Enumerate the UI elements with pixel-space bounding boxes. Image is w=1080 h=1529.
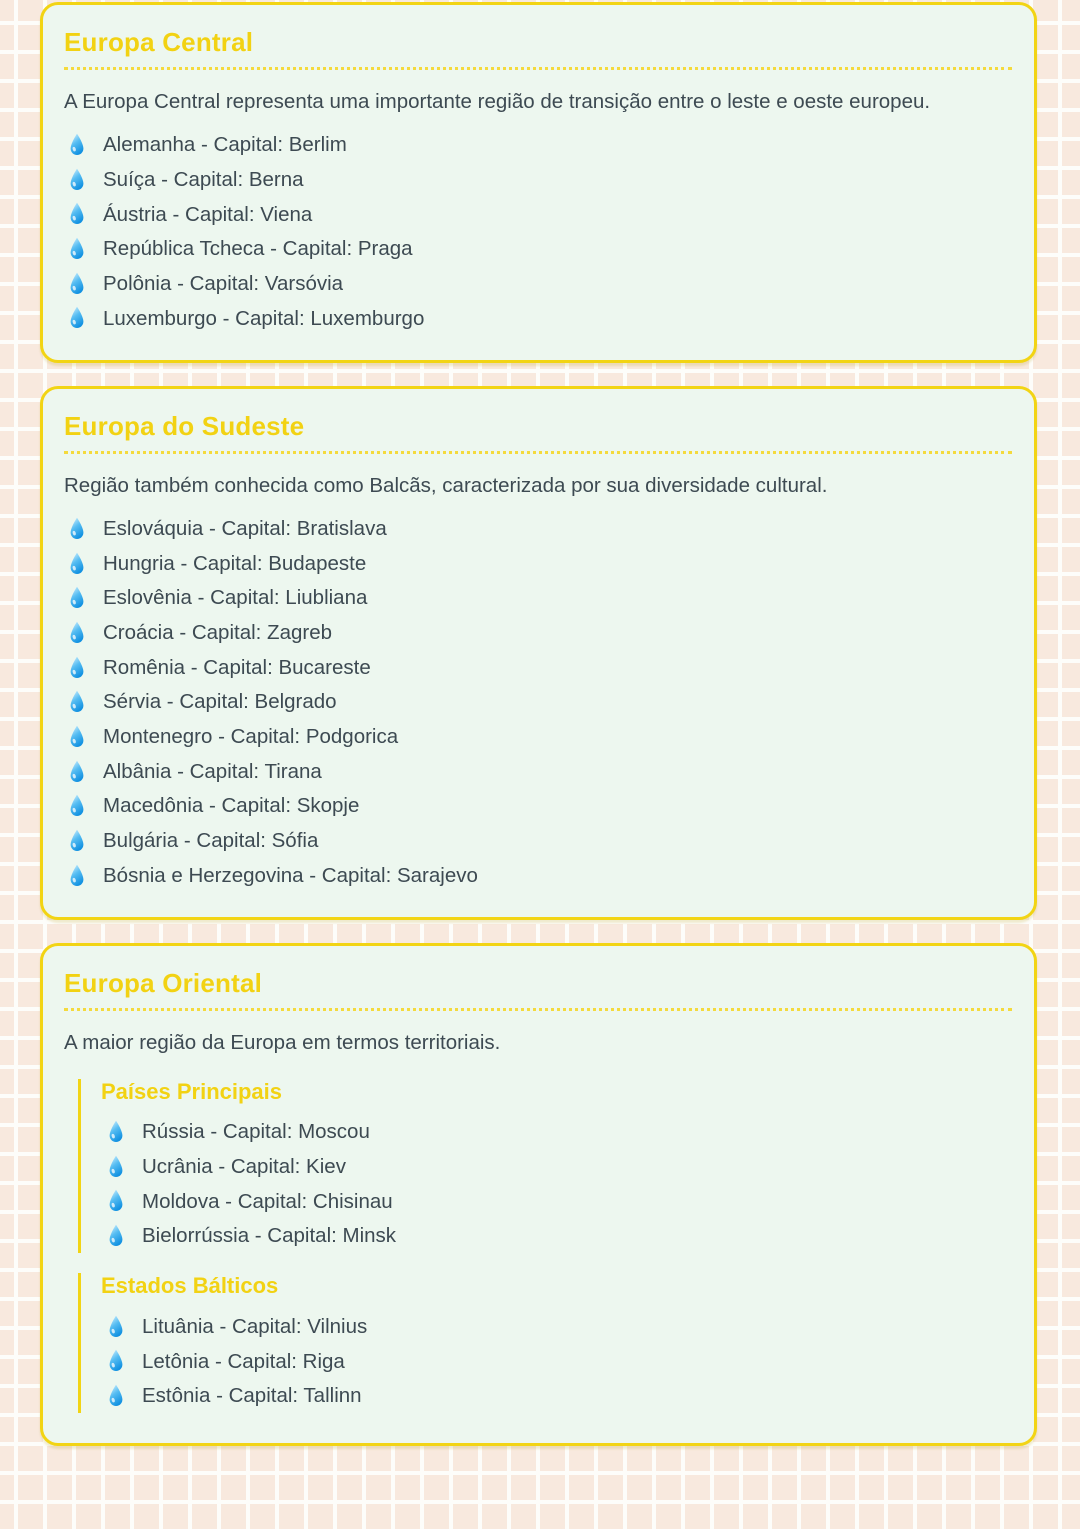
water-drop-icon [68,656,86,680]
card-title: Europa Central [64,27,1012,70]
list-item [68,616,1012,651]
list-item [107,1149,1012,1184]
country-capital-text: Alemanha - Capital: Berlim [103,133,347,157]
list-item [107,1115,1012,1150]
water-drop-icon [68,621,86,645]
water-drop-icon [107,1349,125,1373]
water-drop-icon [107,1384,125,1408]
list-item [68,685,1012,720]
country-capital-text: Bulgária - Capital: Sófia [103,829,319,853]
country-capital-text: Lituânia - Capital: Vilnius [142,1314,368,1338]
water-drop-icon [68,725,86,749]
card-description: A Europa Central representa uma importante região de transição entre o leste e oeste europeu. [64,90,931,113]
water-drop-icon [68,202,86,226]
card-description: Região também conhecida como Balcãs, caracterizada por sua diversidade cultural. [64,473,828,497]
country-capital-text: República Tcheca - Capital: Praga [103,237,413,261]
water-drop-icon [68,829,86,853]
list-item [68,858,1012,893]
card-europa-central [40,2,1037,363]
country-capital-text: Croácia - Capital: Zagreb [103,621,333,645]
list-item [68,301,1012,336]
list-item [68,197,1012,232]
list-item [68,162,1012,197]
subsection-title: Estados Bálticos [101,1273,279,1299]
country-capital-text: Moldova - Capital: Chisinau [142,1189,393,1213]
list-item [68,232,1012,267]
country-capital-text: Polônia - Capital: Varsóvia [103,271,344,295]
water-drop-icon [107,1155,125,1179]
country-capital-text: Ucrânia - Capital: Kiev [142,1154,346,1178]
card-title: Europa do Sudeste [64,411,1012,454]
water-drop-icon [68,272,86,296]
card-title: Europa Oriental [64,968,1012,1011]
country-capital-text: Romênia - Capital: Bucareste [103,655,371,679]
country-capital-text: Montenegro - Capital: Podgorica [103,725,399,749]
water-drop-icon [68,690,86,714]
country-capital-text: Eslovênia - Capital: Liubliana [103,586,368,610]
card-europa-do-sudeste [40,386,1037,920]
list-item [107,1379,1012,1414]
country-capital-text: Letônia - Capital: Riga [142,1349,345,1373]
water-drop-icon [107,1224,125,1248]
subsection-title: Países Principais [101,1078,282,1104]
water-drop-icon [107,1120,125,1144]
list-item [68,581,1012,616]
country-capital-text: Bielorrússia - Capital: Minsk [142,1224,397,1248]
country-capital-text: Estônia - Capital: Tallinn [142,1384,362,1408]
country-capital-text: Hungria - Capital: Budapeste [103,551,367,575]
water-drop-icon [107,1189,125,1213]
water-drop-icon [68,760,86,784]
subsection-estados-balticos [78,1273,1012,1413]
water-drop-icon [107,1315,125,1339]
list-item [68,546,1012,581]
list-item [107,1219,1012,1254]
list-item [68,754,1012,789]
list-item [68,128,1012,163]
water-drop-icon [68,306,86,330]
list-item [68,650,1012,685]
water-drop-icon [68,517,86,541]
country-list [101,1115,1012,1254]
country-capital-text: Macedônia - Capital: Skopje [103,794,360,818]
list-item [68,824,1012,859]
water-drop-icon [68,168,86,192]
country-list [64,512,1012,893]
card-europa-oriental [40,943,1037,1446]
country-capital-text: Eslováquia - Capital: Bratislava [103,517,387,541]
water-drop-icon [68,864,86,888]
list-item [107,1344,1012,1379]
list-item [107,1184,1012,1219]
country-capital-text: Luxemburgo - Capital: Luxemburgo [103,306,425,330]
list-item [68,789,1012,824]
card-description: A maior região da Europa em termos territoriais. [64,1030,501,1054]
water-drop-icon [68,237,86,261]
subsection-paises-principais [78,1079,1012,1254]
country-capital-text: Rússia - Capital: Moscou [142,1120,370,1144]
country-list [64,128,1012,336]
list-item [68,266,1012,301]
country-capital-text: Bósnia e Herzegovina - Capital: Sarajevo [103,863,478,887]
country-capital-text: Sérvia - Capital: Belgrado [103,690,337,714]
water-drop-icon [68,133,86,157]
country-capital-text: Suíça - Capital: Berna [103,167,304,191]
list-item [68,512,1012,547]
list-item [107,1309,1012,1344]
country-capital-text: Albânia - Capital: Tirana [103,759,322,783]
water-drop-icon [68,552,86,576]
water-drop-icon [68,586,86,610]
list-item [68,720,1012,755]
country-capital-text: Áustria - Capital: Viena [103,202,313,226]
water-drop-icon [68,794,86,818]
country-list [101,1309,1012,1413]
